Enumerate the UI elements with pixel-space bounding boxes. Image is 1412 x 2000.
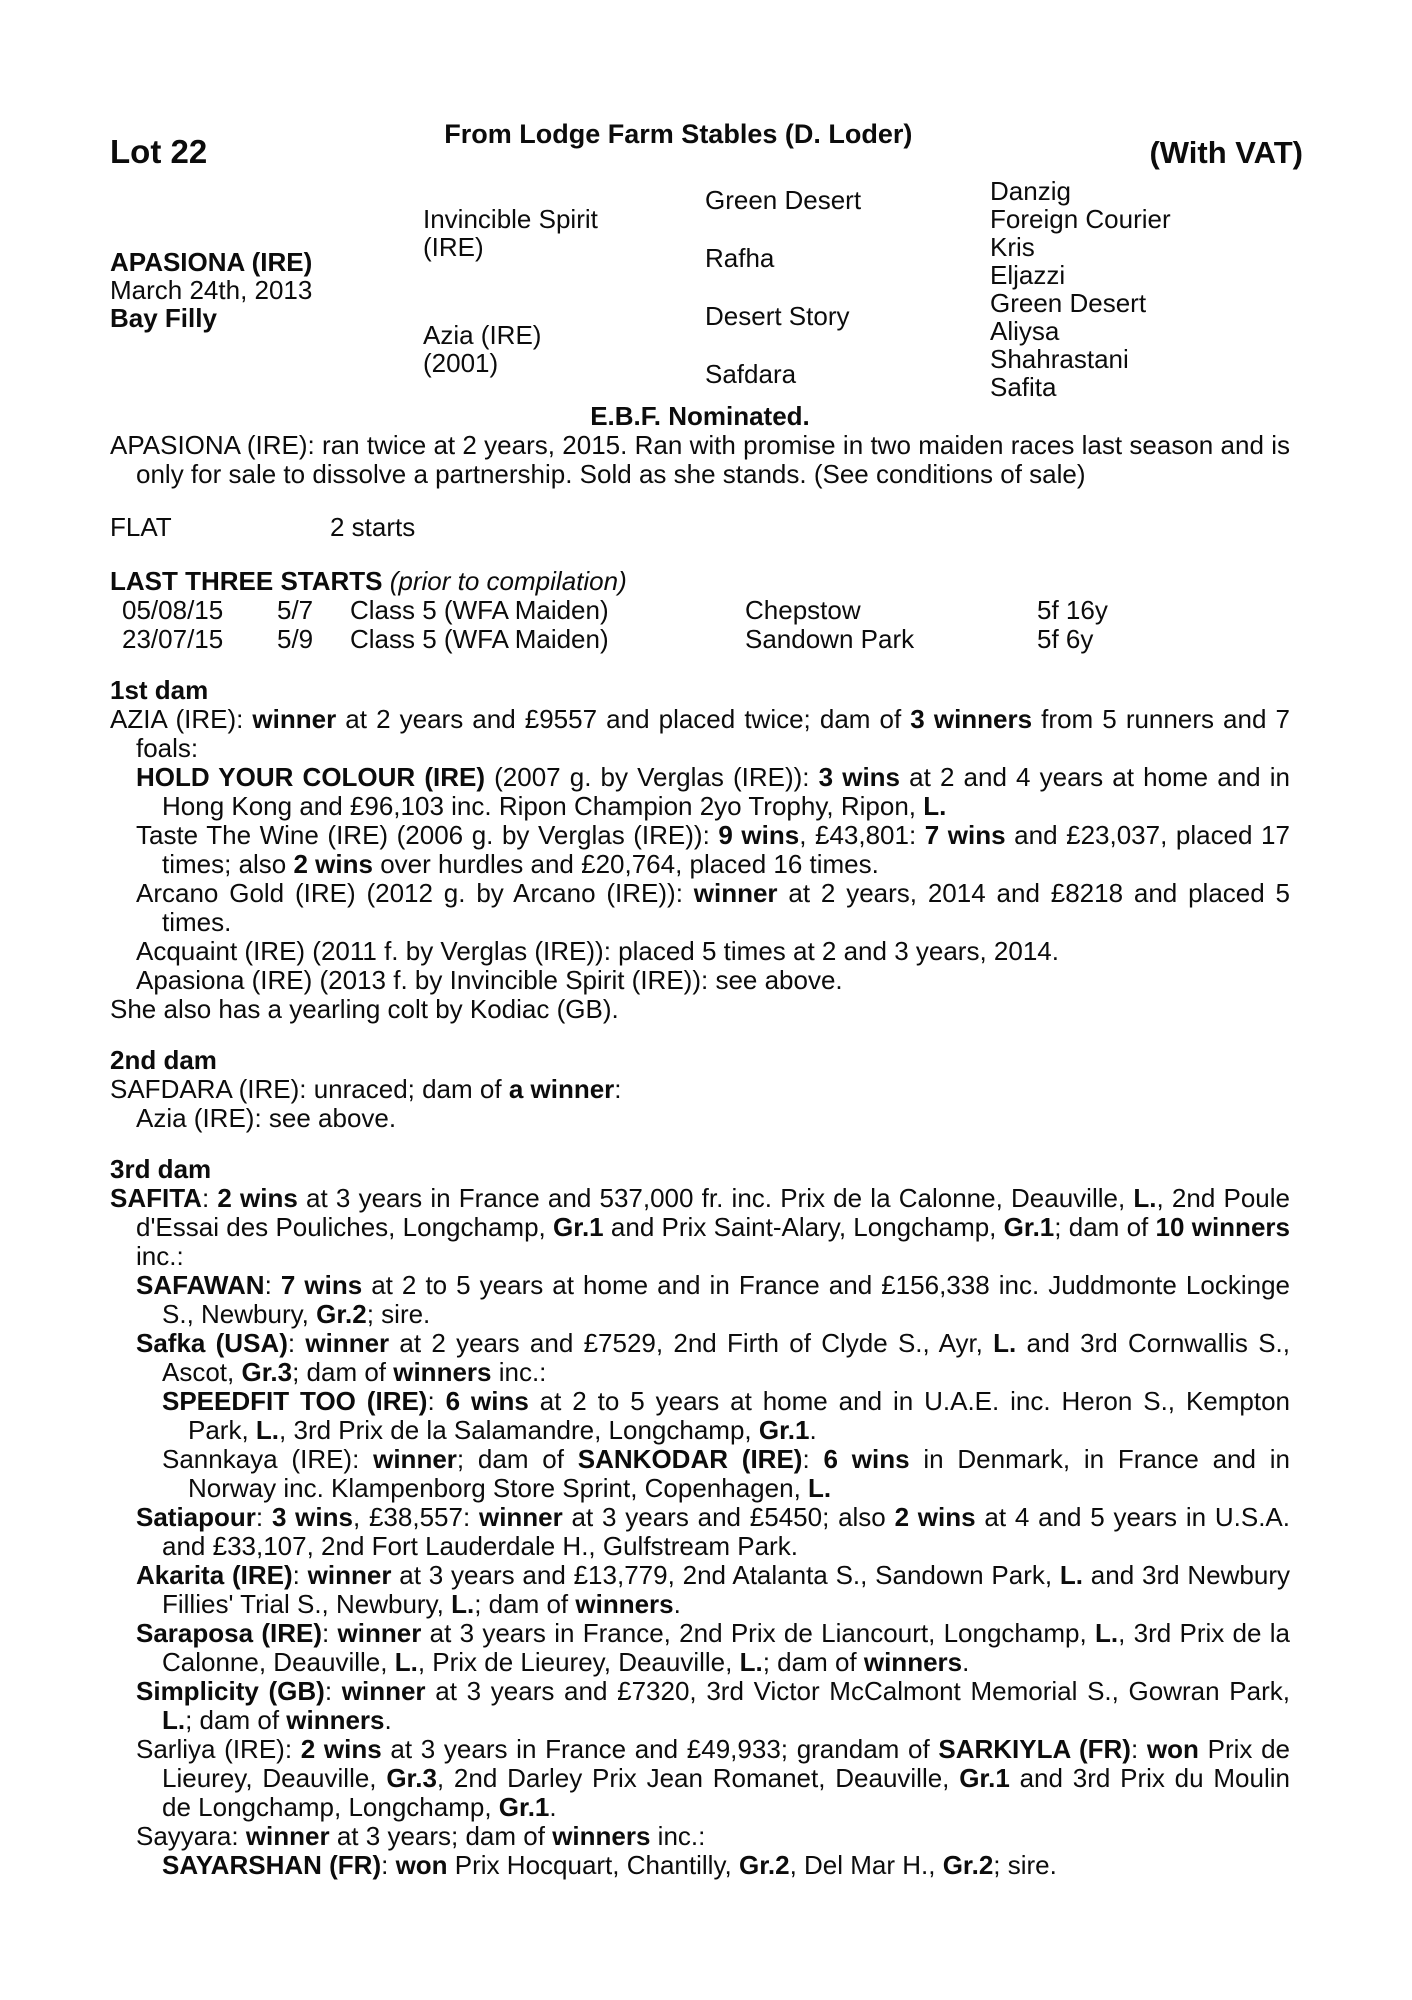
vat-note: (With VAT) [1149, 135, 1303, 170]
text-run: Sayyara: [136, 1821, 246, 1851]
text-run: winner [252, 704, 337, 734]
pedigree-paragraph [110, 1619, 1290, 1677]
greatgrandparent-name: Safita [990, 372, 1057, 402]
pedigree-paragraph [110, 1445, 1290, 1503]
last-starts-rows [110, 596, 1290, 654]
text-run: winner [245, 1821, 330, 1851]
text-run: APASIONA (IRE): ran twice at 2 years, 2015. Ran with promise in two maiden races last season and is only for sale to dissolve a partnership. Sold as she stands. (See conditions of sale) [110, 430, 1290, 489]
text-run: a winner [508, 1074, 615, 1104]
dam-heading: 2nd dam [110, 1045, 217, 1075]
text-run: at 2 years and £9557 and placed twice; dam of [336, 704, 911, 734]
text-run: (2007 g. by Verglas (IRE)): [485, 762, 819, 792]
intro-paragraph [110, 431, 1290, 489]
dam-name [423, 321, 693, 377]
text-run: 2 wins [217, 1183, 298, 1213]
grandparent-name: Desert Story [705, 301, 850, 331]
text-run: and £23,037, placed 17 times; also [162, 820, 1290, 879]
start-cell: Class 5 (WFA Maiden) [350, 624, 609, 654]
text-run: , 2nd Darley Prix Jean Romanet, Deauville, [436, 1763, 960, 1793]
text-run: winners [286, 1705, 385, 1735]
pedigree-paragraph [110, 1075, 1290, 1104]
text-run: Gr.1 [553, 1212, 604, 1242]
text-run: : [381, 1850, 396, 1880]
text-run: Taste The Wine (IRE) (2006 g. by Verglas (IRE)): [136, 820, 719, 850]
catalogue-content [110, 402, 1290, 1880]
text-run: over hurdles and £20,764, placed 16 times. [372, 849, 879, 879]
text-run: SARKIYLA (FR) [938, 1734, 1131, 1764]
text-run: at 3 years in France, 2nd Prix de Liancourt, Longchamp, [421, 1618, 1095, 1648]
text-run: Sannkaya (IRE): [162, 1444, 374, 1474]
pedigree-horse-column [110, 170, 410, 332]
lot-number: Lot 22 [110, 133, 208, 170]
text-run: Satiapour [136, 1502, 256, 1532]
text-run: , Prix de Lieurey, Deauville, [417, 1647, 740, 1677]
text-run: from 5 runners and 7 foals: [136, 704, 1290, 763]
foal-date: March 24th, 2013 [110, 275, 313, 305]
text-run: and 3rd Prix du Moulin de Longchamp, Longchamp, [162, 1763, 1290, 1822]
text-run: 2 wins [300, 1734, 382, 1764]
text-run: Sarliya (IRE): [136, 1734, 301, 1764]
greatgrandparent-name: Aliysa [990, 316, 1060, 346]
pedigree-paragraph [110, 1387, 1290, 1445]
text-run: 2 wins [293, 849, 373, 879]
text-run: winner [693, 878, 778, 908]
dam-section [110, 676, 1290, 1024]
text-run: inc.: [491, 1357, 547, 1387]
text-run: : [322, 1618, 338, 1648]
text-run: Gr.1 [1003, 1212, 1055, 1242]
text-run: winners [552, 1821, 651, 1851]
greatgrandparent-name: Danzig [990, 176, 1071, 206]
text-run: SAFDARA (IRE): unraced; dam of [110, 1074, 509, 1104]
text-run: : [614, 1074, 622, 1104]
last-starts-subtitle: (prior to compilation) [382, 566, 627, 596]
text-run: , Del Mar H., [789, 1850, 943, 1880]
text-run: Akarita (IRE) [136, 1560, 293, 1590]
pedigree-paragraph [110, 1677, 1290, 1735]
pedigree-paragraph [110, 1851, 1290, 1880]
pedigree-paragraph [110, 821, 1290, 879]
consignor-title: From Lodge Farm Stables (D. Loder) [444, 119, 913, 149]
ebf-nomination: E.B.F. Nominated. [590, 401, 810, 431]
start-row [110, 596, 1290, 625]
text-run: ; dam of [185, 1705, 287, 1735]
text-run: ; sire. [993, 1850, 1057, 1880]
text-run: at 2 to 5 years at home and in France and £156,338 inc. Juddmonte Lockinge S., Newbury, [162, 1270, 1290, 1329]
text-run: at 4 and 5 years in U.S.A. and £33,107, 2nd Fort Lauderdale H., Gulfstream Park. [162, 1502, 1290, 1561]
text-run: , £38,557: [352, 1502, 479, 1532]
page-header [110, 117, 1303, 171]
start-cell: 5/7 [277, 595, 314, 625]
pedigree-paragraph [110, 966, 1290, 995]
text-run: : [427, 1386, 446, 1416]
pedigree-table [110, 170, 1303, 402]
grandparent-name: Safdara [705, 359, 797, 389]
pedigree-paragraph [110, 1735, 1290, 1822]
text-run: at 3 years; dam of [329, 1821, 553, 1851]
text-run: Gr.3 [386, 1763, 437, 1793]
greatgrandparent-name: Kris [990, 232, 1035, 262]
pedigree-parents-column [423, 170, 693, 377]
text-run: 6 wins [445, 1386, 529, 1416]
text-run: . [673, 1589, 681, 1619]
text-run: Gr.2 [316, 1299, 367, 1329]
greatgrandparent-name: Eljazzi [990, 260, 1066, 290]
start-cell: Sandown Park [745, 624, 915, 654]
text-run: L. [923, 791, 947, 821]
text-run: ; dam of [1054, 1212, 1156, 1242]
text-run: 2 wins [894, 1502, 976, 1532]
text-run: SAFITA [110, 1183, 202, 1213]
text-run: , 3rd Prix de la Salamandre, Longchamp, [279, 1415, 759, 1445]
text-run: SAYARSHAN (FR) [162, 1850, 382, 1880]
text-run: 3 wins [271, 1502, 353, 1532]
start-cell: 5/9 [277, 624, 314, 654]
pedigree-paragraph [110, 705, 1290, 763]
pedigree-paragraph [110, 879, 1290, 937]
text-run: at 2 years and £7529, 2nd Firth of Clyde S., Ayr, [389, 1328, 994, 1358]
greatgrandparent-name: Foreign Courier [990, 204, 1171, 234]
text-run: ; dam of [762, 1647, 864, 1677]
text-run: winners [393, 1357, 492, 1387]
text-run: winner [373, 1444, 457, 1474]
dam-section [110, 1155, 1290, 1880]
text-run: winner [305, 1328, 390, 1358]
pedigree-greatgrandparents-column [990, 170, 1303, 401]
text-run: Prix de Lieurey, Deauville, [162, 1734, 1290, 1793]
text-run: L. [451, 1589, 475, 1619]
pedigree-paragraph [110, 1271, 1290, 1329]
text-run: and 3rd Cornwallis S., Ascot, [162, 1328, 1290, 1387]
text-run: . [549, 1792, 557, 1822]
pedigree-paragraph [110, 763, 1290, 821]
text-run: L. [739, 1647, 763, 1677]
sire-name [423, 205, 693, 261]
pedigree-paragraph [110, 1104, 1290, 1133]
text-run: , 2nd Poule d'Essai des Pouliches, Longchamp, [136, 1183, 1290, 1242]
last-starts-heading [110, 567, 1290, 596]
pedigree-paragraph [110, 937, 1290, 966]
text-run: inc.: [650, 1821, 706, 1851]
text-run: L. [808, 1473, 832, 1503]
text-run: . [384, 1705, 392, 1735]
last-starts-title: LAST THREE STARTS [110, 566, 383, 596]
text-run: at 3 years and £5450; also [562, 1502, 895, 1532]
text-run: winner [307, 1560, 392, 1590]
sire-name-line: (IRE) [423, 232, 484, 262]
start-cell: Chepstow [745, 595, 861, 625]
text-run: SANKODAR (IRE) [577, 1444, 803, 1474]
dam-heading: 1st dam [110, 675, 209, 705]
text-run: and Prix Saint-Alary, Longchamp, [603, 1212, 1004, 1242]
grandparent-name: Rafha [705, 243, 775, 273]
text-run: : [255, 1502, 272, 1532]
text-run: HOLD YOUR COLOUR (IRE) [136, 762, 485, 792]
race-record-row [110, 513, 1290, 542]
text-run: Azia (IRE): see above. [136, 1103, 397, 1133]
text-run: L. [394, 1647, 418, 1677]
text-run: : [802, 1444, 824, 1474]
race-record-starts: 2 starts [330, 512, 416, 542]
text-run: ; dam of [292, 1357, 394, 1387]
text-run: at 2 to 5 years at home and in U.A.E. inc. Heron S., Kempton Park, [188, 1386, 1291, 1445]
text-run: won [1146, 1734, 1199, 1764]
text-run: Gr.3 [241, 1357, 293, 1387]
text-run: Apasiona (IRE) (2013 f. by Invincible Spirit (IRE)): see above. [136, 965, 843, 995]
pedigree-paragraph [110, 1184, 1290, 1271]
text-run: . [962, 1647, 970, 1677]
text-run: Saraposa (IRE) [136, 1618, 323, 1648]
text-run: 7 wins [280, 1270, 363, 1300]
text-run: Gr.1 [498, 1792, 550, 1822]
text-run: Gr.2 [942, 1850, 994, 1880]
text-run: . [809, 1415, 817, 1445]
start-cell: 05/08/15 [122, 595, 224, 625]
start-cell: 5f 6y [1037, 624, 1094, 654]
text-run: , 3rd Prix de la Calonne, Deauville, [162, 1618, 1290, 1677]
dam-section [110, 1046, 1290, 1133]
dam-heading: 3rd dam [110, 1154, 212, 1184]
horse-name: APASIONA (IRE) [110, 247, 313, 277]
text-run: Acquaint (IRE) (2011 f. by Verglas (IRE)): placed 5 times at 2 and 3 years, 2014. [136, 936, 1059, 966]
pedigree-paragraph [110, 1329, 1290, 1387]
text-run: winners [863, 1647, 963, 1677]
start-row [110, 625, 1290, 654]
grandparent-name: Green Desert [705, 185, 862, 215]
text-run: Gr.1 [758, 1415, 810, 1445]
text-run: Gr.2 [738, 1850, 790, 1880]
text-run: at 2 and 4 years at home and in Hong Kong and £96,103 inc. Ripon Champion 2yo Trophy, Ripon, [162, 762, 1291, 821]
text-run: Safka (USA) [136, 1328, 288, 1358]
pedigree-paragraph [110, 1561, 1290, 1619]
text-run: L. [162, 1705, 186, 1735]
text-run: at 3 years in France and 537,000 fr. inc. Prix de la Calonne, Deauville, [297, 1183, 1134, 1213]
text-run: winner [337, 1618, 422, 1648]
dam-sections [110, 676, 1290, 1880]
greatgrandparent-name: Green Desert [990, 288, 1147, 318]
text-run: at 3 years and £7320, 3rd Victor McCalmont Memorial S., Gowran Park, [425, 1676, 1290, 1706]
pedigree-paragraph [110, 1822, 1290, 1851]
text-run: ; dam of [474, 1589, 576, 1619]
text-run: : [264, 1270, 281, 1300]
dam-name-line: (2001) [423, 348, 499, 378]
text-run: winner [341, 1676, 426, 1706]
text-run: ; sire. [366, 1299, 431, 1329]
text-run: won [395, 1850, 448, 1880]
text-run: ; dam of [456, 1444, 578, 1474]
text-run: in Denmark, in France and in Norway inc. Klampenborg Store Sprint, Copenhagen, [188, 1444, 1291, 1503]
dam-name-line: Azia (IRE) [423, 320, 542, 350]
text-run: at 3 years and £13,779, 2nd Atalanta S., Sandown Park, [391, 1560, 1060, 1590]
text-run: 6 wins [823, 1444, 910, 1474]
text-run: SPEEDFIT TOO (IRE) [162, 1386, 428, 1416]
text-run: 3 winners [910, 704, 1033, 734]
last-starts-block [110, 567, 1290, 654]
pedigree-paragraph [110, 1503, 1290, 1561]
text-run: Simplicity (GB) [136, 1676, 325, 1706]
text-run: L. [1059, 1560, 1083, 1590]
text-run: AZIA (IRE): [110, 704, 253, 734]
text-run: She also has a yearling colt by Kodiac (GB). [110, 994, 619, 1024]
start-cell: 23/07/15 [122, 624, 224, 654]
text-run: 10 winners [1155, 1212, 1290, 1242]
text-run: at 2 years, 2014 and £8218 and placed 5 times. [162, 878, 1290, 937]
pedigree-grandparents-column [705, 170, 975, 418]
text-run: Arcano Gold (IRE) (2012 g. by Arcano (IRE)): [136, 878, 694, 908]
text-run: 7 wins [924, 820, 1006, 850]
text-run: at 3 years in France and £49,933; grandam of [381, 1734, 939, 1764]
race-record-code: FLAT [110, 512, 172, 542]
text-run: winners [575, 1589, 674, 1619]
sex-colour: Bay Filly [110, 303, 217, 333]
text-run: 9 wins [718, 820, 800, 850]
text-run: : [1130, 1734, 1147, 1764]
text-run: winner [478, 1502, 563, 1532]
text-run: : [287, 1328, 306, 1358]
text-run: , £43,801: [799, 820, 925, 850]
text-run: : [292, 1560, 308, 1590]
text-run: and 3rd Newbury Fillies' Trial S., Newbury, [162, 1560, 1290, 1619]
text-run: inc.: [136, 1241, 184, 1271]
text-run: : [201, 1183, 218, 1213]
pedigree-paragraph [110, 995, 1290, 1024]
text-run: L. [1133, 1183, 1157, 1213]
sire-name-line: Invincible Spirit [423, 204, 598, 234]
text-run: L. [993, 1328, 1017, 1358]
text-run: L. [255, 1415, 280, 1445]
text-run: 3 wins [818, 762, 901, 792]
text-run: : [324, 1676, 342, 1706]
text-run: SAFAWAN [136, 1270, 265, 1300]
text-run: L. [1094, 1618, 1119, 1648]
text-run: Prix Hocquart, Chantilly, [447, 1850, 739, 1880]
greatgrandparent-name: Shahrastani [990, 344, 1129, 374]
text-run: Gr.1 [959, 1763, 1010, 1793]
start-cell: Class 5 (WFA Maiden) [350, 595, 609, 625]
start-cell: 5f 16y [1037, 595, 1108, 625]
